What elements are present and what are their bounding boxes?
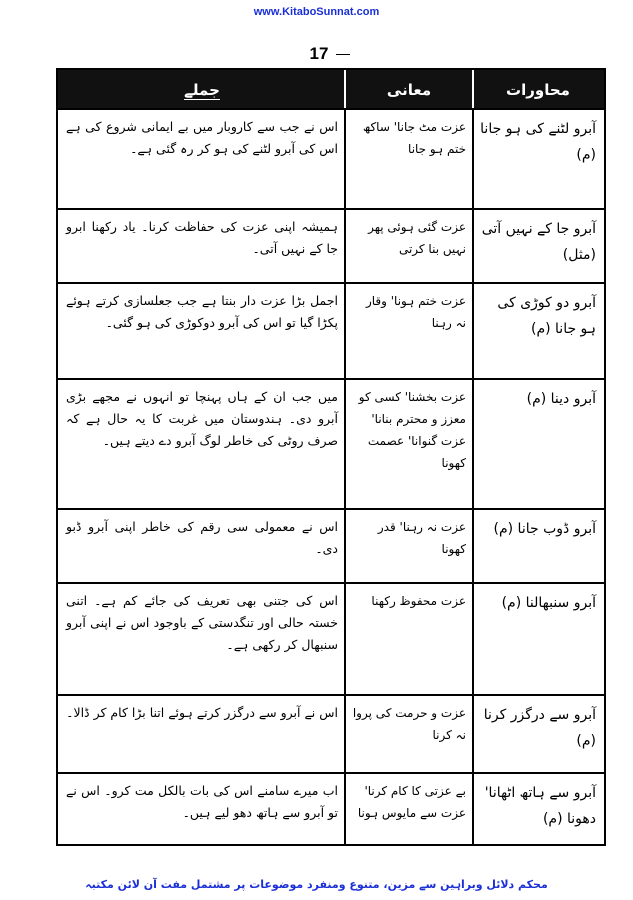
meaning-cell: عزت محفوظ رکھنا (344, 584, 472, 694)
sentence-cell: ہمیشہ اپنی عزت کی حفاظت کرنا۔ یاد رکھنا ابرو جا کے نہیں آتی۔ (66, 219, 338, 256)
idiom-cell: آبرو سنبھالنا (م) (472, 584, 604, 694)
meaning-cell: عزت نہ رہنا' قدر کھونا (344, 510, 472, 582)
table-row (58, 694, 604, 772)
site-url[interactable]: www.KitaboSunnat.com (253, 6, 380, 18)
table-row (58, 772, 604, 844)
table-row (58, 208, 604, 282)
idiom-cell: آبرو ڈوب جانا (م) (472, 510, 604, 582)
meaning-cell: عزت ختم ہونا' وقار نہ رہنا (344, 284, 472, 378)
table-row (58, 282, 604, 378)
sentence-cell: اس نے آبرو سے درگزر کرتے ہوئے اتنا بڑا کام کر ڈالا۔ (66, 705, 338, 720)
sentence-cell: اجمل بڑا عزت دار بنتا ہے جب جعلسازی کرتے ہوئے پکڑا گیا تو اس کی آبرو دوکوڑی کی ہو گئی۔ (66, 293, 338, 330)
column-header-idioms: محاورات (472, 70, 604, 108)
meaning-cell: عزت و حرمت کی پروا نہ کرنا (344, 696, 472, 772)
table-header (58, 70, 604, 108)
meaning-cell: عزت گئی ہوئی پھر نہیں بنا کرتی (344, 210, 472, 282)
idiom-cell: آبرو دینا (م) (472, 380, 604, 508)
idiom-cell: آبرو دو کوڑی کی ہو جانا (م) (472, 284, 604, 378)
table-row (58, 582, 604, 694)
sentence-cell: اس نے معمولی سی رقم کی خاطر اپنی آبرو ڈبو دی۔ (66, 519, 338, 556)
table-row (58, 378, 604, 508)
table-row (58, 108, 604, 208)
idiom-cell: آبرو سے درگزر کرنا (م) (472, 696, 604, 772)
idiom-cell: آبرو جا کے نہیں آتی (مثل) (472, 210, 604, 282)
sentence-cell: میں جب ان کے ہاں پہنچا تو انہوں نے مجھے بڑی آبرو دی۔ ہندوستان میں غربت کا یہ حال ہے کہ صرف روٹی کی خاطر لوگ آبرو دے دیتے ہیں۔ (66, 389, 338, 448)
meaning-cell: عزت بخشنا' کسی کو معزز و محترم بنانا' عزت گنوانا' عصمت کھونا (344, 380, 472, 508)
idioms-table (56, 68, 606, 846)
sentence-cell: اس کی جتنی بھی تعریف کی جائے کم ہے۔ اتنی خستہ حالی اور تنگدستی کے باوجود اس نے اپنی آبرو سنبھال کر رکھی ہے۔ (66, 593, 338, 652)
page-number: 17 (300, 44, 360, 64)
sentence-cell: اس نے جب سے کاروبار میں بے ایمانی شروع کی ہے اس کی آبرو لٹنے کی ہو کر رہ گئی ہے۔ (66, 119, 338, 156)
idiom-cell: آبرو لٹنے کی ہو جانا (م) (472, 110, 604, 208)
column-header-meanings: معانی (344, 70, 472, 108)
idiom-cell: آبرو سے ہاتھ اٹھانا' دھونا (م) (472, 774, 604, 844)
footer-tagline: محکم دلائل وبراہین سے مزین، متنوع ومنفرد موضوعات پر مشتمل مفت آن لائن مکتبہ (85, 878, 548, 891)
table-row (58, 508, 604, 582)
sentence-cell: اب میرے سامنے اس کی بات بالکل مت کرو۔ اس نے تو آبرو سے ہاتھ دھو لیے ہیں۔ (66, 783, 338, 820)
meaning-cell: عزت مٹ جانا' ساکھ ختم ہو جانا (344, 110, 472, 208)
meaning-cell: بے عزتی کا کام کرنا' عزت سے مایوس ہونا (344, 774, 472, 844)
column-header-sentences: جملے (184, 80, 220, 99)
